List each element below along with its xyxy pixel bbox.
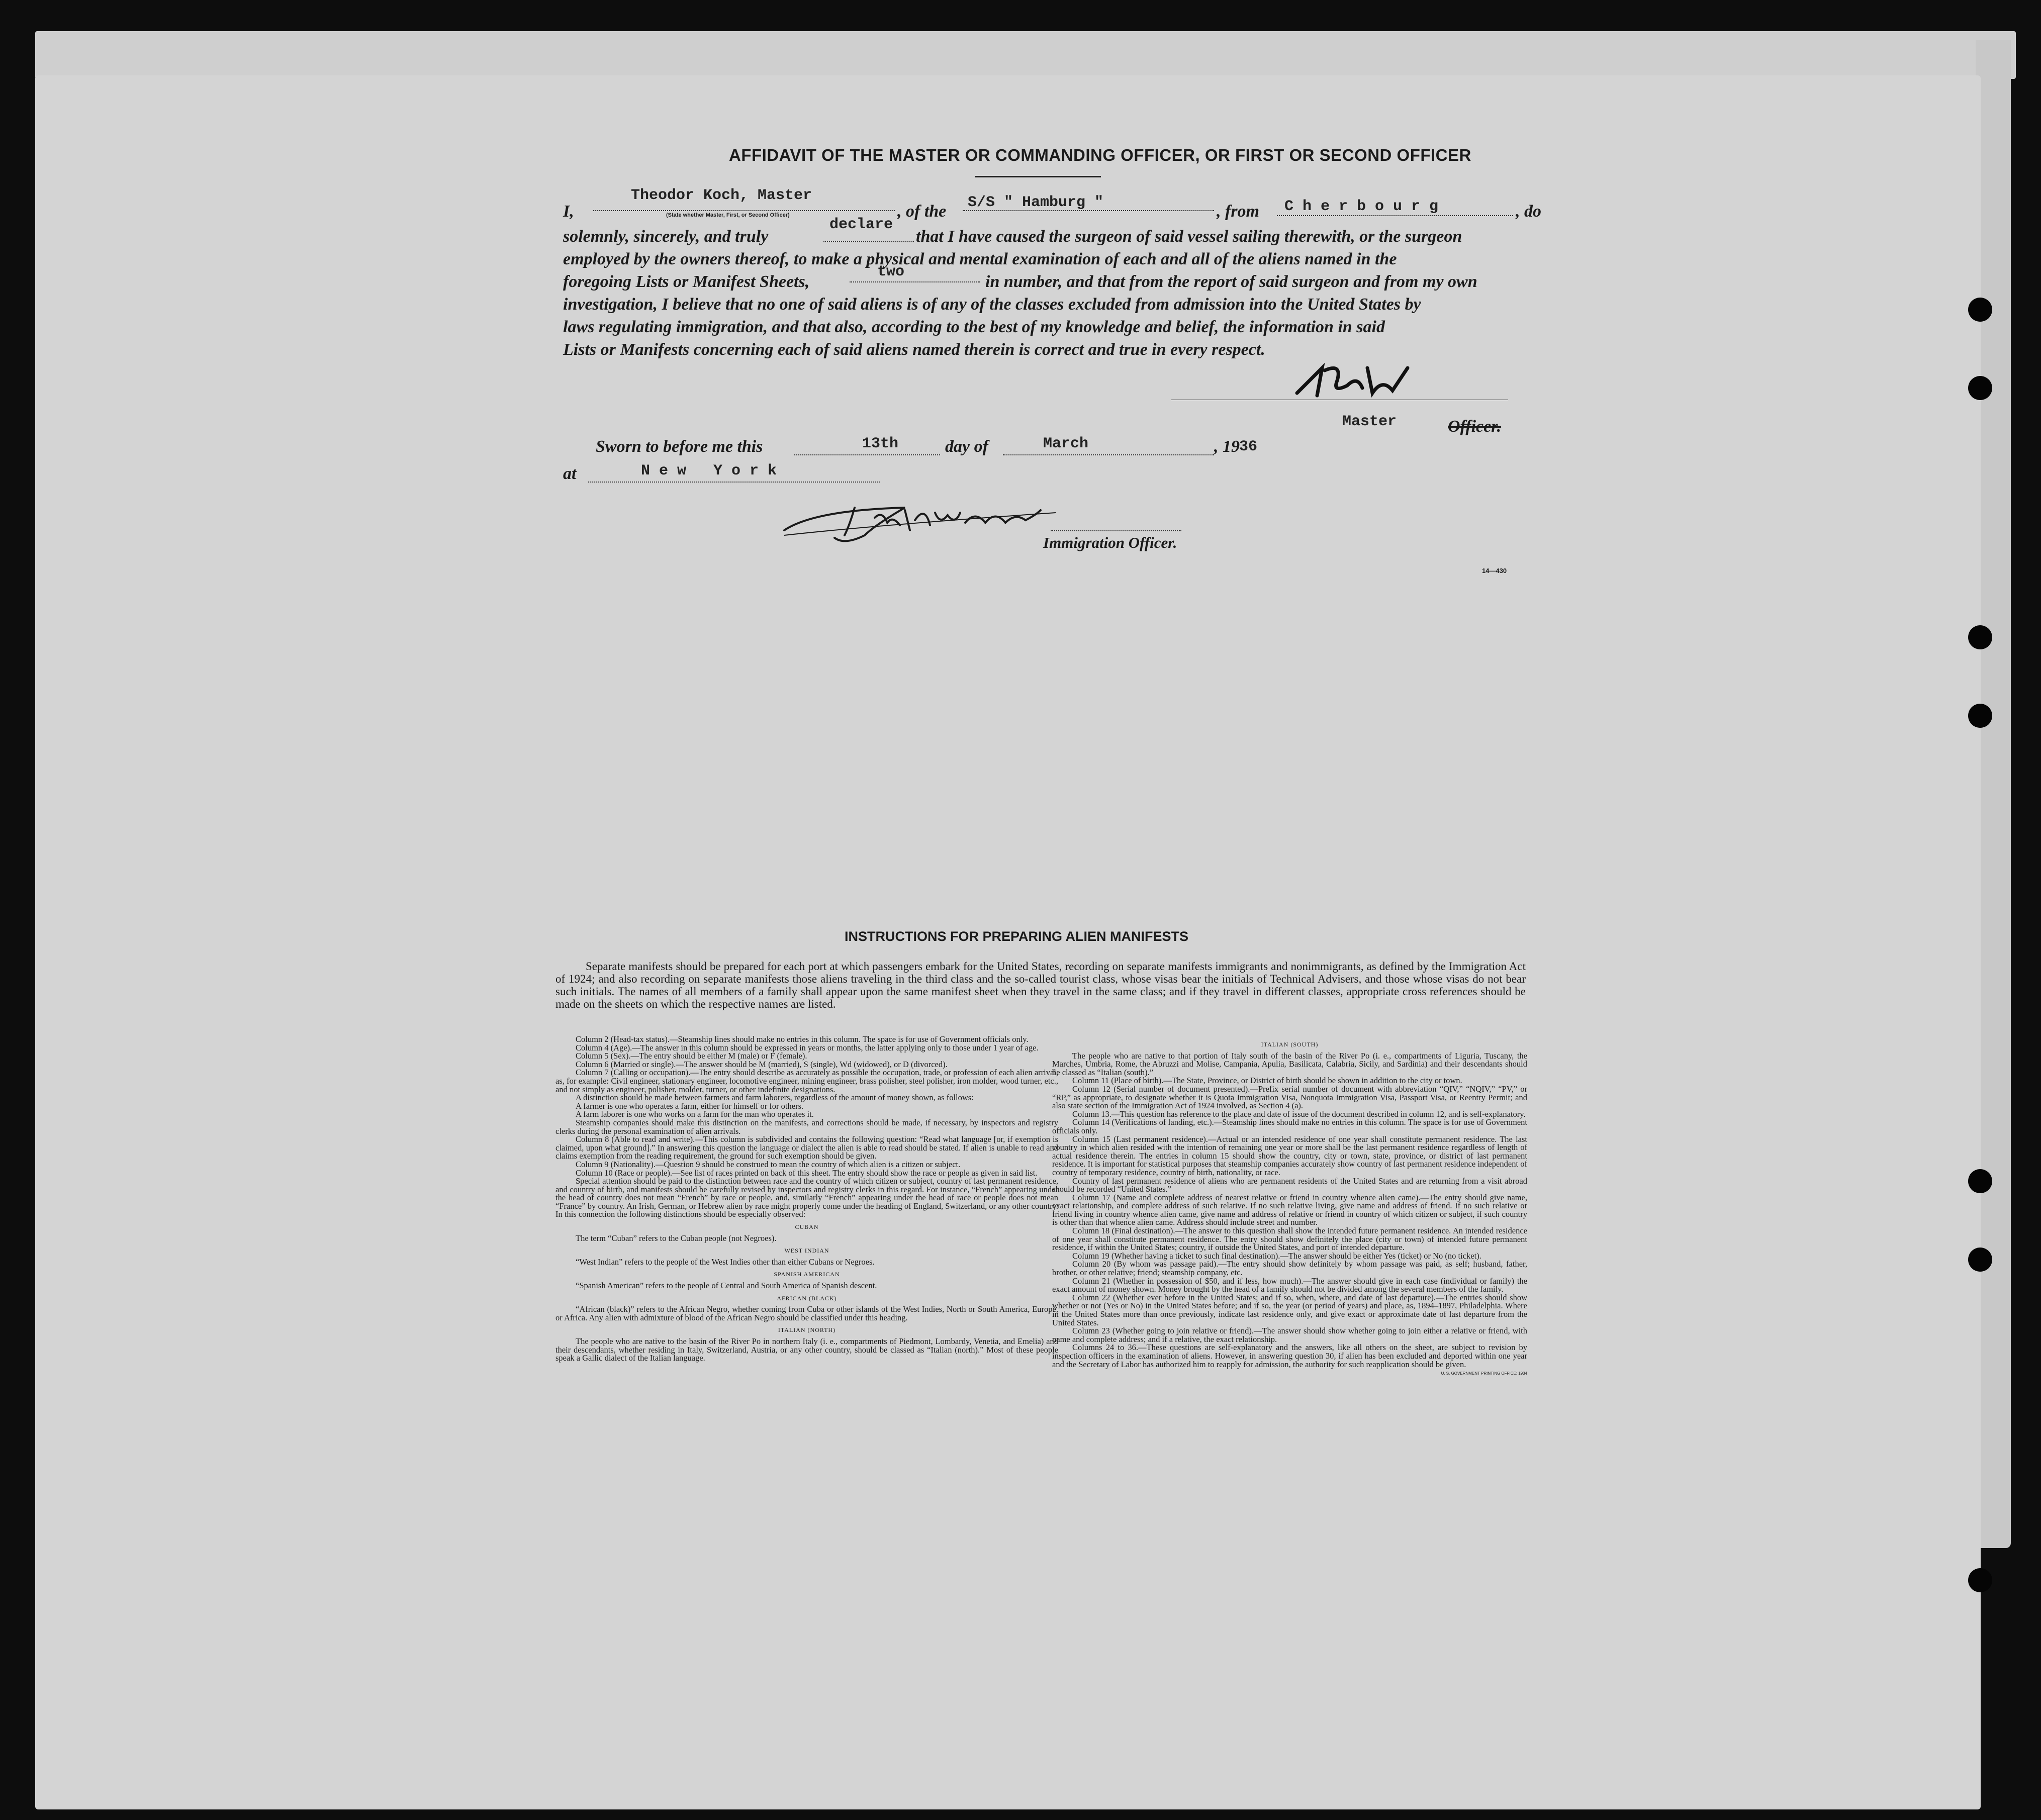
affidavit-line4b: in number, and that from the report of said surgeon and from my own	[985, 272, 1477, 291]
sworn-text-c: , 19	[1214, 437, 1240, 456]
paragraph: Column 15 (Last permanent residence).—Actual or an intended residence of one year shall constitute permanent residence. The last country in which alien resided with the intention of remaining one year or more shall be the last permanent residence regardless of length of actual residence therein. The entries in column 15 should show the country, city or town, state, province, or district of last permanent residence. It is important for statistical purposes that steamship companies accurately show country of last permanent residence independent of country of temporary residence, country of birth, nationality, or race.	[1052, 1134, 1527, 1177]
of-the-label: , of the	[897, 202, 947, 221]
paragraph: Column 23 (Whether going to join relative or friend).—The answer should show whether going to join either a relative or friend, with name and complete address; and if a relative, the exact relationship.	[1052, 1326, 1527, 1344]
paragraph: Column 4 (Age).—The answer in this column should be expressed in years or months, the latter applying only to those under 1 year of age.	[576, 1042, 1039, 1052]
binder-hole	[1968, 1169, 1992, 1193]
immigration-officer-label: Immigration Officer.	[1043, 534, 1177, 551]
sheets-line	[850, 281, 980, 282]
sworn-day: 13th	[862, 435, 899, 452]
paragraph: Column 18 (Final destination).—The answer to this question shall show the intended future permanent residence. An intended residence of one year shall constitute permanent residence. The entry should show definitely the place (city or town) of intended future permanent residence, if within the United States; country, if outside the United States, and port of intended departure.	[1052, 1226, 1527, 1253]
signer-title: Master	[1342, 413, 1397, 430]
binder-hole	[1968, 625, 1992, 649]
form-number: 14—430	[1482, 567, 1507, 574]
master-signature	[1287, 358, 1428, 403]
at-place: N e w Y o r k	[641, 462, 777, 480]
paragraph: A distinction should be made between farmers and farm laborers, regardless of the amount of money shown, as follows:	[576, 1093, 974, 1103]
sworn-day-line	[794, 454, 940, 455]
binder-hole	[1968, 1568, 1992, 1592]
binder-hole	[1968, 1248, 1992, 1272]
instructions-title: INSTRUCTIONS FOR PREPARING ALIEN MANIFESTS	[845, 929, 1189, 944]
port-line	[1277, 215, 1513, 216]
binder-hole	[1968, 704, 1992, 728]
section-heading-cuban: CUBAN	[795, 1223, 819, 1231]
paper-edge	[35, 31, 2016, 79]
declare-line	[823, 241, 914, 242]
paragraph: Column 2 (Head-tax status).—Steamship lines should make no entries in this column. The space is for use of Government officials only.	[576, 1034, 1029, 1044]
paragraph: Columns 24 to 36.—These questions are self-explanatory and the answers, like all others on the sheet, are subject to revision by inspection officers in the examination of aliens. However, in answering question 30, if alien has been excluded and deported within one year and the Secretary of Labor has authorized him to reapply for admission, the authority for such reapplication should be given.	[1052, 1343, 1527, 1369]
paragraph: Column 12 (Serial number of document presented).—Prefix serial number of document with abbreviation “QIV,” “NQIV,” “PV,” or “RP,” as appropriate, to designate whether it is Quota Immigration Visa, Nonquota Immigration Visa, Passport Visa, or Reentry Permit; and also state section of the Immigration Act of 1924 involved, as Section 4 (a).	[1052, 1084, 1527, 1111]
paragraph: Column 9 (Nationality).—Question 9 should be construed to mean the country of which alien is a citizen or subject.	[576, 1159, 961, 1169]
sworn-year: 36	[1239, 438, 1258, 455]
affidavit-line2a: solemnly, sincerely, and truly	[563, 227, 769, 246]
affidavit-line5: investigation, I believe that no one of said aliens is of any of the classes excluded from admission into the United States by	[563, 295, 1421, 314]
paragraph: “African (black)” refers to the African Negro, whether coming from Cuba or other islands of the West Indies, North or South America, Europe, or Africa. Any alien with admixture of blood of the African Negro should be classified under this heading.	[555, 1304, 1058, 1322]
paragraph: Column 7 (Calling or occupation).—The entry should describe as accurately as possible the occupation, trade, or profession of each alien arrival, as, for example: Civil engineer, stationary engineer, locomotive engineer, mining engineer, brass polisher, steel polisher, iron molder, wood turner, etc., and not simply as engineer, polisher, molder, turner, or other indefinite designations.	[555, 1068, 1058, 1094]
paragraph: Column 19 (Whether having a ticket to such final destination).—The answer should be either Yes (ticket) or No (no ticket).	[1072, 1251, 1481, 1261]
section-heading-african: AFRICAN (BLACK)	[777, 1294, 837, 1302]
paragraph: Column 22 (Whether ever before in the United States; and if so, when, where, and date of last departure).—The entries should show whether or not (Yes or No) in the United States before; and if so, the year (or period of years) and place, as, 1894–1897, Philadelphia. Where in the United States more than once previously, indicate last residence only, and give exact or approximate date of last departure from the United States.	[1052, 1292, 1527, 1327]
binder-hole	[1968, 376, 1992, 400]
declare-word: declare	[829, 216, 893, 233]
paragraph: Special attention should be paid to the distinction between race and the country of which citizen or subject, country of last permanent residence, and country of birth, and manifests should be carefully revised by inspectors and registry clerks in this regard. For instance, “French” appearing under the head of country does not mean “French” by race or people, and, similarly “French” appearing under the head of race or people does not mean “France” by country. An Irish, German, or Hebrew alien by race might properly come under the heading of England, Switzerland, or any other country. In this connection the following distinctions should be especially observed:	[555, 1176, 1058, 1219]
sworn-month-line	[1003, 454, 1214, 455]
paragraph: A farmer is one who operates a farm, either for himself or for others.	[576, 1101, 804, 1111]
section-heading-spanish-american: SPANISH AMERICAN	[774, 1271, 840, 1278]
paragraph: Steamship companies should make this distinction on the manifests, and corrections should be made, if necessary, by inspectors and registry clerks during the personal examination of alien arrivals.	[555, 1117, 1058, 1136]
paragraph: Column 21 (Whether in possession of $50, and if less, how much).—The answer should give in each case (individual or family) the exact amount of money shown. Money brought by the head of a family should not be divided among the several members of the family.	[1052, 1276, 1527, 1294]
paper-edge-right	[1976, 40, 2011, 1548]
do-label: , do	[1516, 202, 1541, 221]
affidavit-title: AFFIDAVIT OF THE MASTER OR COMMANDING OFFICER, OR FIRST OR SECOND OFFICER	[729, 146, 1471, 164]
affidavit-line4a: foregoing Lists or Manifest Sheets,	[563, 272, 810, 291]
at-place-line	[588, 482, 880, 483]
paragraph: A farm laborer is one who works on a farm for the man who operates it.	[576, 1109, 814, 1119]
vessel-line	[963, 210, 1214, 211]
paragraph: Column 17 (Name and complete address of nearest relative or friend in country whence alien came).—The entry should give name, exact relationship, and complete address of such relative. If no such relative living, give name and address of friend. If no such relative or friend living in country whence alien came, give name and address of relative or friend in country of which citizen or subject, if such country is other than that whence alien came. Address should include street and number.	[1052, 1192, 1527, 1227]
paragraph: The people who are native to the basin of the River Po in northern Italy (i. e., compartments of Piedmont, Lombardy, Venetia, and Emelia) and their descendants, whether residing in Italy, Switzerland, Austria, or any other country, should be classed as “Italian (north).” Most of these people speak a Gallic dialect of the Italian language.	[555, 1336, 1058, 1363]
at-label: at	[563, 464, 577, 483]
paragraph: Column 13.—This question has reference to the place and date of issue of the document described in column 12, and is self-explanatory.	[1072, 1109, 1526, 1119]
sworn-text-a: Sworn to before me this	[596, 437, 763, 456]
affidavit-line7: Lists or Manifests concerning each of said aliens named therein is correct and true in every respect.	[563, 340, 1265, 359]
binder-hole	[1968, 298, 1992, 322]
paragraph: “West Indian” refers to the people of the West Indies other than either Cubans or Negroes.	[576, 1257, 875, 1267]
paragraph: Column 5 (Sex).—The entry should be either M (male) or F (female).	[576, 1051, 807, 1061]
affidavit-line6: laws regulating immigration, and that also, according to the best of my knowledge and belief, the information in said	[563, 318, 1385, 336]
paragraph: Column 10 (Race or people).—See list of races printed on back of this sheet. The entry should show the race or people as given in said list.	[576, 1168, 1038, 1178]
sworn-month: March	[1043, 435, 1089, 452]
section-heading-italian-south: ITALIAN (SOUTH)	[1261, 1041, 1319, 1048]
instructions-left-column	[555, 1035, 1058, 1363]
paragraph: Column 8 (Able to read and write).—This column is subdivided and contains the following question: “Read what language [or, if exemption is claimed, upon what ground].” In answering this question the language or dialect the alien is able to read should be stated. If alien is unable to read and claims exemption from the reading requirement, the ground for such exemption should be given.	[555, 1134, 1058, 1161]
officer-caption: (State whether Master, First, or Second Officer)	[666, 212, 790, 218]
vessel-name: S/S " Hamburg "	[968, 194, 1104, 211]
port-from: C h e r b o u r g	[1284, 198, 1439, 215]
affidavit-line3: employed by the owners thereof, to make a physical and mental examination of each and all of the aliens named in the	[563, 250, 1397, 268]
section-heading-italian-north: ITALIAN (NORTH)	[778, 1326, 836, 1334]
paragraph: “Spanish American” refers to the people of Central and South America of Spanish descent.	[576, 1281, 877, 1291]
paragraph: Country of last permanent residence of aliens who are permanent residents of the United States and are returning from a visit abroad should be recorded “United States.”	[1052, 1176, 1527, 1194]
instructions-right-column	[1052, 1040, 1527, 1378]
affidavit-line2b: that I have caused the surgeon of said vessel sailing therewith, or the surgeon	[916, 227, 1462, 246]
affidavit-line1: I,	[563, 202, 574, 221]
sworn-text-b: day of	[945, 437, 988, 456]
officer-name-line	[593, 210, 895, 211]
printing-office-imprint: U. S. GOVERNMENT PRINTING OFFICE: 1934	[1441, 1371, 1527, 1376]
officer-label: Officer.	[1448, 417, 1502, 436]
from-label: , from	[1217, 202, 1259, 221]
paragraph: Column 11 (Place of birth).—The State, Province, or District of birth should be shown in addition to the city or town.	[1072, 1076, 1462, 1086]
paragraph: Column 6 (Married or single).—The answer should be M (married), S (single), Wd (widowed), or D (divorced).	[576, 1059, 948, 1069]
paragraph: The term “Cuban” refers to the Cuban people (not Negroes).	[576, 1233, 777, 1243]
paragraph: Column 20 (By whom was passage paid).—The entry should show definitely by whom passage was paid, as self; husband, father, brother, or other relative; friend; steamship company, etc.	[1052, 1259, 1527, 1278]
paragraph: The people who are native to that portion of Italy south of the basin of the River Po (i. e., compartments of Liguria, Tuscany, the Marches, Umbria, Rome, the Abruzzi and Molise, Campania, Apulia, Basilicata, Calabria, Sicily, and Sardinia) and their descendants should be classed as “Italian (south).”	[1052, 1050, 1527, 1077]
section-heading-west-indian: WEST INDIAN	[784, 1247, 829, 1255]
officer-name: Theodor Koch, Master	[631, 187, 812, 204]
title-rule	[975, 176, 1101, 177]
instructions-intro: Separate manifests should be prepared for each port at which passengers embark for the United States, recording on separate manifests immigrants and nonimmigrants, as defined by the Immigration Act of 1924; and also recording on separate manifests those aliens traveling in the third class and the so-called tourist class, whose visas bear the initials of Technical Advisers, and those whose visas do not bear such initials. The names of all members of a family shall appear upon the same manifest sheet when they travel in the same class; and if they travel in different classes, appropriate cross references should be made on the sheets on which the respective names are listed.	[555, 960, 1526, 1010]
sheets-count: two	[877, 263, 905, 280]
paragraph: Column 14 (Verifications of landing, etc.).—Steamship lines should make no entries in this column. The space is for use of Government officials only.	[1052, 1117, 1527, 1135]
